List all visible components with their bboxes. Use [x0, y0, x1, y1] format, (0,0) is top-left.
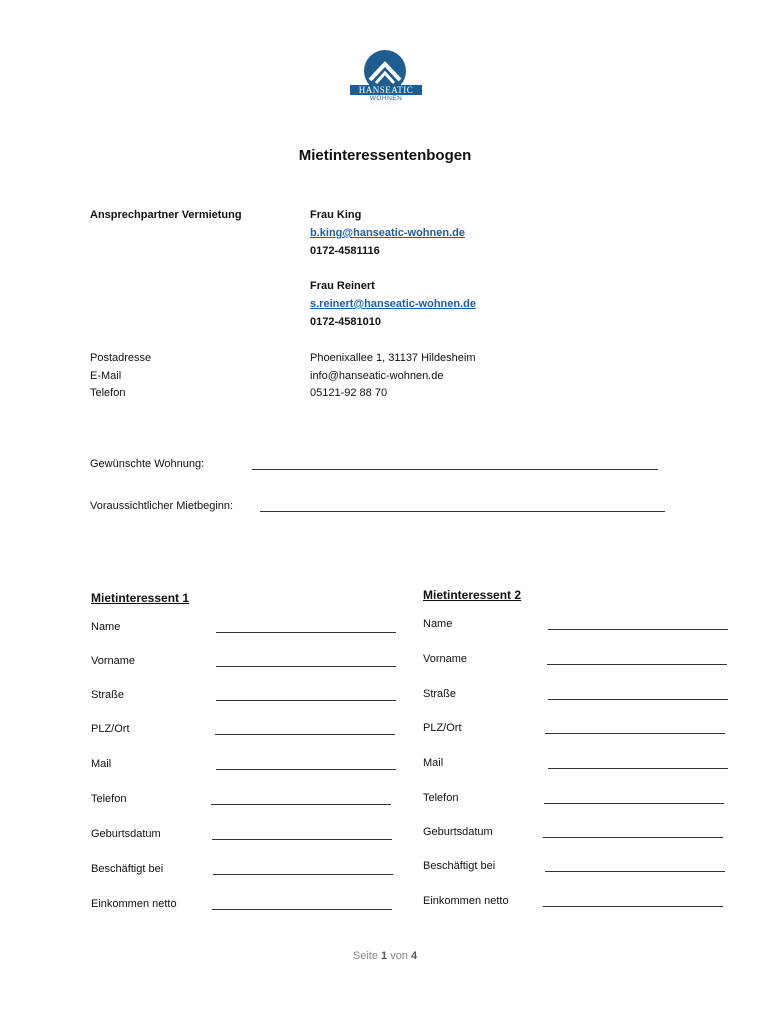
tenant2-input-line-stra-e[interactable]: [548, 699, 728, 700]
tenant1-input-line-besch-ftigt-bei[interactable]: [213, 874, 393, 875]
tenant1-label-einkommen-netto: Einkommen netto: [91, 898, 177, 910]
tenant1-label-besch-ftigt-bei: Beschäftigt bei: [91, 863, 164, 875]
tenant1-input-line-mail[interactable]: [216, 769, 396, 770]
info-label-email: E-Mail: [90, 370, 122, 382]
tenant2-input-line-geburtsdatum[interactable]: [543, 837, 723, 838]
tenant1-input-line-geburtsdatum[interactable]: [212, 839, 392, 840]
tenant1-input-line-einkommen-netto[interactable]: [212, 909, 392, 910]
tenant1-label-mail: Mail: [91, 758, 112, 770]
tenant2-label-vorname: Vorname: [423, 653, 468, 665]
footer-sep: von: [390, 950, 408, 962]
tenant2-label-mail: Mail: [423, 757, 444, 769]
tenant1-label-telefon: Telefon: [91, 793, 127, 805]
contact-phone-1: 0172-4581116: [310, 245, 380, 257]
mietbeginn-label: Voraussichtlicher Mietbeginn:: [90, 500, 234, 512]
tenant1-label-name: Name: [91, 621, 121, 633]
info-value-email: info@hanseatic-wohnen.de: [310, 370, 444, 382]
tenant1-title: Mietinteressent 1: [91, 591, 190, 605]
footer-total: 4: [411, 950, 418, 962]
tenant2-title: Mietinteressent 2: [423, 588, 522, 602]
contact-name-2: Frau Reinert: [310, 280, 375, 292]
tenant2-input-line-telefon[interactable]: [544, 803, 724, 804]
footer-prefix: Seite: [352, 950, 378, 962]
tenant2-label-telefon: Telefon: [423, 792, 459, 804]
tenant1-label-stra-e: Straße: [91, 689, 125, 701]
mietbeginn-input-line[interactable]: [260, 511, 665, 512]
info-value-postadresse: Phoenixallee 1, 31137 Hildesheim: [310, 352, 476, 364]
footer-page: 1: [381, 950, 388, 962]
tenant2-label-besch-ftigt-bei: Beschäftigt bei: [423, 860, 496, 872]
tenant2-input-line-vorname[interactable]: [547, 664, 727, 665]
tenant1-input-line-vorname[interactable]: [216, 666, 396, 667]
contact-email-link-1[interactable]: b.king@hanseatic-wohnen.de: [310, 227, 465, 239]
tenant1-label-vorname: Vorname: [91, 655, 136, 667]
tenant2-input-line-besch-ftigt-bei[interactable]: [545, 871, 725, 872]
tenant1-input-line-plz-ort[interactable]: [215, 734, 395, 735]
contact-label: Ansprechpartner Vermietung: [90, 209, 242, 221]
contact-name-1: Frau King: [310, 209, 362, 221]
tenant2-label-name: Name: [423, 618, 453, 630]
tenant2-input-line-mail[interactable]: [548, 768, 728, 769]
wohnung-label: Gewünschte Wohnung:: [90, 458, 205, 470]
tenant2-input-line-name[interactable]: [548, 629, 728, 630]
tenant1-label-plz-ort: PLZ/Ort: [91, 723, 130, 735]
contact-email-link-2[interactable]: s.reinert@hanseatic-wohnen.de: [310, 298, 476, 310]
tenant2-label-geburtsdatum: Geburtsdatum: [423, 826, 493, 838]
wohnung-input-line[interactable]: [252, 469, 658, 470]
company-logo: [350, 50, 422, 106]
info-label-telefon: Telefon: [90, 387, 126, 399]
tenant1-input-line-stra-e[interactable]: [216, 700, 396, 701]
tenant2-input-line-plz-ort[interactable]: [545, 733, 725, 734]
info-label-postadresse: Postadresse: [90, 352, 152, 364]
tenant1-label-geburtsdatum: Geburtsdatum: [91, 828, 161, 840]
logo-sub: WOHNEN: [369, 95, 403, 102]
tenant1-input-line-telefon[interactable]: [211, 804, 391, 805]
page-title: Mietinteressentenbogen: [298, 147, 472, 164]
logo-brand: HANSEATIC: [350, 85, 422, 95]
tenant1-input-line-name[interactable]: [216, 632, 396, 633]
page-footer: [0, 950, 770, 962]
tenant2-label-stra-e: Straße: [423, 688, 457, 700]
info-value-telefon: 05121-92 88 70: [310, 387, 388, 399]
tenant2-label-einkommen-netto: Einkommen netto: [423, 895, 509, 907]
tenant2-label-plz-ort: PLZ/Ort: [423, 722, 462, 734]
tenant2-input-line-einkommen-netto[interactable]: [543, 906, 723, 907]
contact-phone-2: 0172-4581010: [310, 316, 381, 328]
